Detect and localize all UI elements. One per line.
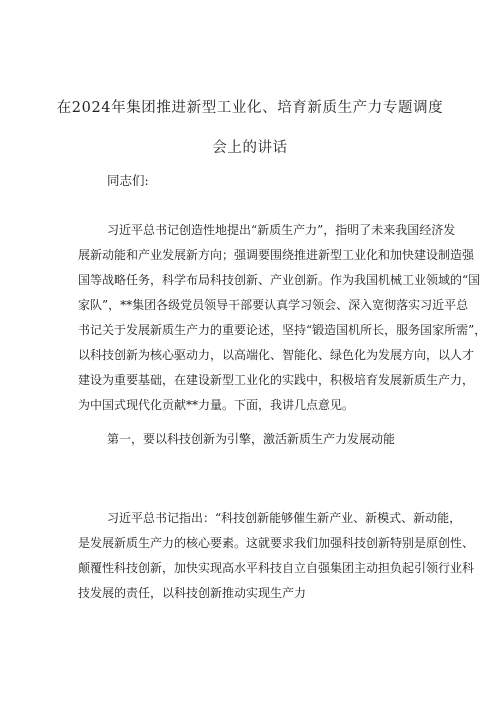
paragraph-2 bbox=[78, 506, 475, 606]
paragraph-line: 国等战略任务，科学布局科技创新、产业创新。作为我国机械工业领域的“国 bbox=[78, 273, 481, 287]
paragraph-line: 是发展新质生产力的核心要素。这就要求我们加强科技创新特别是原创性、 bbox=[78, 536, 475, 550]
paragraph-line: 以科技创新为核心驱动力，以高端化、智能化、绿色化为发展方向，以人才 bbox=[78, 348, 475, 362]
section-heading-text: 第一，要以科技创新为引擎，激活新质生产力发展动能 bbox=[107, 432, 396, 446]
paragraph-line: 技发展的责任，以科技创新推动实现生产力 bbox=[78, 586, 307, 600]
paragraph-line: 展新动能和产业发展新方向；强调要围绕推进新型工业化和加快建设制造强 bbox=[78, 248, 475, 262]
paragraph-1 bbox=[78, 218, 487, 418]
paragraph-line: 书记关于发展新质生产力的重要论述，坚持“锻造国机所长，服务国家所需”， bbox=[78, 323, 487, 337]
document-title-line-1: 在2024年集团推进新型工业化、培育新质生产力专题调度 bbox=[56, 100, 444, 116]
paragraph-line: 颠覆性科技创新，加快实现高水平科技自立自强集团主动担负起引领行业科 bbox=[78, 561, 475, 575]
paragraph-line: 习近平总书记指出：“科技创新能够催生新产业、新模式、新动能， bbox=[107, 511, 462, 525]
paragraph-line: 为中国式现代化贡献**力量。下面，我讲几点意见。 bbox=[78, 398, 355, 412]
section-heading-1 bbox=[78, 427, 430, 452]
paragraph-line: 建设为重要基础，在建设新型工业化的实践中，积极培育发展新质生产力， bbox=[78, 373, 475, 387]
document-title-line-2: 会上的讲话 bbox=[212, 140, 288, 156]
paragraph-line: 家队”，**集团各级党员领导干部要认真学习领会、深入宽彻落实习近平总 bbox=[78, 298, 469, 312]
greeting: 同志们: bbox=[107, 173, 149, 188]
paragraph-line: 习近平总书记创造性地提出“新质生产力”，指明了未来我国经济发 bbox=[107, 223, 456, 237]
